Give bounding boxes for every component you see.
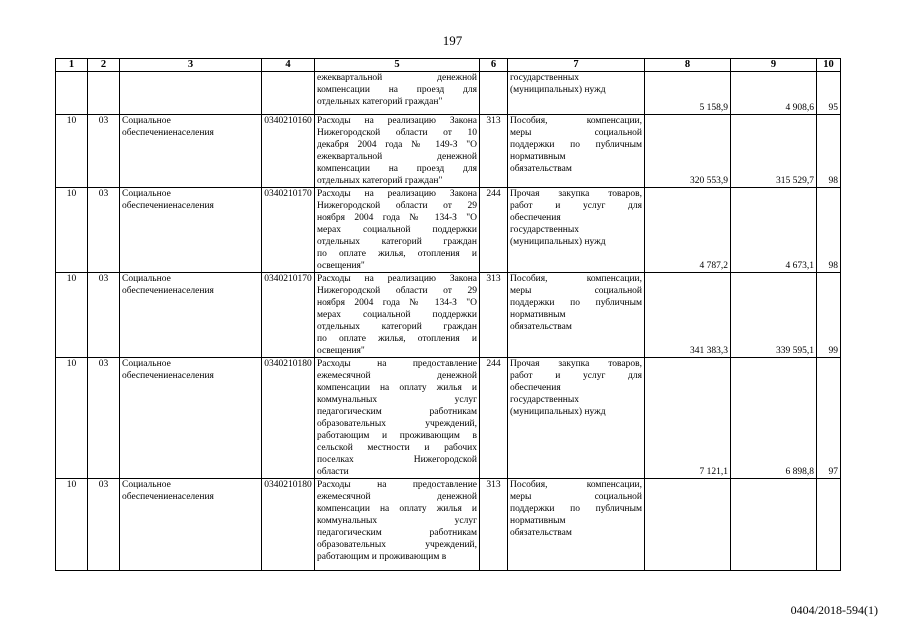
expense-description-line: Расходы на предоставление [317, 480, 477, 490]
expense-description-line: педагогическим работникам [317, 407, 477, 417]
expense-description-line: Нижегородской области от 29 [317, 201, 477, 211]
target-article-code-line: 0340210 [264, 189, 298, 199]
section-name [120, 358, 262, 479]
header-col-1: 1 [56, 59, 88, 72]
expense-description-line: Расходы на реализацию Закона [317, 116, 477, 126]
expense-type-name-line: работ и услуг для [510, 371, 642, 381]
target-article-code-line: 0340210 [264, 116, 298, 126]
header-col-7: 7 [508, 59, 645, 72]
header-col-8: 8 [645, 59, 731, 72]
execution-percent: 97 [817, 358, 841, 479]
expense-type-name-line: Пособия, компенсации, [510, 480, 642, 490]
expense-description-line: компенсации на проезд для [317, 164, 477, 174]
section-code [56, 72, 88, 115]
expense-type-name-line: Прочая закупка товаров, [510, 189, 642, 199]
header-row [56, 59, 841, 72]
expense-description-line: ежеквартальной денежной [317, 152, 477, 162]
header-col-5: 5 [315, 59, 480, 72]
expense-description-line: Нижегородской области от 10 [317, 128, 477, 138]
planned-amount [645, 479, 731, 571]
target-article-code [262, 479, 315, 571]
expense-description-line: Расходы на предоставление [317, 359, 477, 369]
section-name-line: Социальное обеспечение [122, 189, 173, 211]
header-col-3: 3 [120, 59, 262, 72]
expense-type-name-line: государственных [510, 73, 580, 83]
expense-type-name-line: обеспечения [510, 383, 561, 393]
target-article-code-line: 160 [297, 116, 312, 126]
expense-type-name-line: обязательствам [510, 322, 572, 332]
expense-description-line: освещения" [317, 346, 365, 356]
subsection-code: 03 [88, 358, 120, 479]
execution-percent: 98 [817, 115, 841, 188]
subsection-code: 03 [88, 115, 120, 188]
execution-percent [817, 479, 841, 571]
expense-type-name-line: меры социальной [510, 492, 642, 502]
expense-description-line: Расходы на реализацию Закона [317, 274, 477, 284]
target-article-code-line: 170 [297, 274, 312, 284]
expense-type-name-line: нормативным [510, 310, 566, 320]
header-col-2: 2 [88, 59, 120, 72]
expense-type-name [508, 188, 645, 273]
expense-description-line: по оплате жилья, отопления и [317, 249, 477, 259]
expense-description-line: образовательных учреждений, [317, 540, 477, 550]
expense-description [315, 358, 480, 479]
expense-type-code: 313 [480, 273, 508, 358]
actual-amount: 4 908,6 [731, 72, 817, 115]
expense-description-line: Нижегородской области от 29 [317, 286, 477, 296]
target-article-code-line: 0340210 [264, 480, 298, 490]
section-name [120, 479, 262, 571]
section-name-line: Социальное обеспечение [122, 116, 173, 138]
expense-type-name [508, 358, 645, 479]
expense-type-name-line: государственных [510, 395, 580, 405]
actual-amount: 4 673,1 [731, 188, 817, 273]
execution-percent: 95 [817, 72, 841, 115]
expense-type-name-line: Прочая закупка товаров, [510, 359, 642, 369]
expense-description-line: ноября 2004 года № 134-З "О [317, 298, 477, 308]
execution-percent: 98 [817, 188, 841, 273]
expense-description-line: коммунальных услуг [317, 395, 477, 405]
expense-description [315, 273, 480, 358]
expense-description-line: отдельных категорий граждан [317, 237, 477, 247]
target-article-code-line: 0340210 [264, 274, 298, 284]
expense-description [315, 188, 480, 273]
target-article-code-line: 170 [297, 189, 312, 199]
expense-type-name-line: (муниципальных) нужд [510, 85, 606, 95]
expense-description-line: компенсации на оплату жилья и [317, 504, 477, 514]
table-row [56, 188, 841, 273]
expense-description-line: коммунальных услуг [317, 516, 477, 526]
subsection-code: 03 [88, 273, 120, 358]
subsection-code [88, 72, 120, 115]
expense-type-code: 244 [480, 188, 508, 273]
table-row [56, 358, 841, 479]
expense-type-name-line: государственных [510, 225, 580, 235]
expense-description-line: декабря 2004 года № 149-З "О [317, 140, 477, 150]
expense-description-line: сельской местности и рабочих [317, 443, 477, 453]
expense-description-line: работающим и проживающим в [317, 552, 447, 562]
target-article-code [262, 358, 315, 479]
actual-amount: 6 898,8 [731, 358, 817, 479]
expense-type-code [480, 72, 508, 115]
table-row [56, 479, 841, 571]
expense-description [315, 115, 480, 188]
expense-type-name-line: Пособия, компенсации, [510, 274, 642, 284]
expense-description-line: отдельных категорий граждан" [317, 176, 443, 186]
section-name-line: Социальное обеспечение [122, 480, 173, 502]
section-code: 10 [56, 188, 88, 273]
section-code: 10 [56, 273, 88, 358]
expense-type-name-line: обязательствам [510, 164, 572, 174]
expense-type-name-line: меры социальной [510, 128, 642, 138]
section-name-line: населения [172, 492, 214, 502]
target-article-code-line: 0340210 [264, 359, 298, 369]
expense-description-line: компенсации на проезд для [317, 85, 477, 95]
section-name-line: населения [172, 371, 214, 381]
expense-description-line: ежеквартальной денежной [317, 73, 477, 83]
expense-description-line: отдельных категорий граждан [317, 322, 477, 332]
expense-description-line: компенсации на оплату жилья и [317, 383, 477, 393]
section-name [120, 72, 262, 115]
planned-amount: 341 383,3 [645, 273, 731, 358]
planned-amount: 320 553,9 [645, 115, 731, 188]
expense-description-line: ежемесячной денежной [317, 492, 477, 502]
actual-amount: 315 529,7 [731, 115, 817, 188]
subsection-code: 03 [88, 479, 120, 571]
document-code: 0404/2018-594(1) [790, 603, 878, 617]
expense-type-name-line: нормативным [510, 516, 566, 526]
target-article-code-line: 180 [297, 480, 312, 490]
page-number: 197 [442, 33, 463, 48]
table-row [56, 72, 841, 115]
expense-type-name-line: меры социальной [510, 286, 642, 296]
expense-description [315, 479, 480, 571]
table-row [56, 115, 841, 188]
expense-description-line: освещения" [317, 261, 365, 271]
target-article-code [262, 115, 315, 188]
section-name-line: Социальное обеспечение [122, 359, 173, 381]
section-name [120, 188, 262, 273]
section-code: 10 [56, 358, 88, 479]
expense-type-code: 313 [480, 479, 508, 571]
expense-type-name-line: нормативным [510, 152, 566, 162]
planned-amount: 5 158,9 [645, 72, 731, 115]
expense-description-line: поселках Нижегородской [317, 455, 477, 465]
actual-amount [731, 479, 817, 571]
target-article-code [262, 273, 315, 358]
table-row [56, 273, 841, 358]
section-name [120, 273, 262, 358]
expense-type-name-line: поддержки по публичным [510, 504, 642, 514]
target-article-code [262, 188, 315, 273]
section-code: 10 [56, 479, 88, 571]
expense-type-name [508, 115, 645, 188]
section-code: 10 [56, 115, 88, 188]
actual-amount: 339 595,1 [731, 273, 817, 358]
expense-description-line: образовательных учреждений, [317, 419, 477, 429]
expense-description-line: мерах социальной поддержки [317, 225, 477, 235]
expense-type-name-line: обязательствам [510, 528, 572, 538]
expense-type-code: 244 [480, 358, 508, 479]
expense-type-name [508, 479, 645, 571]
expense-description-line: педагогическим работникам [317, 528, 477, 538]
section-name-line: населения [172, 201, 214, 211]
budget-table [55, 58, 841, 571]
expense-type-name-line: Пособия, компенсации, [510, 116, 642, 126]
expense-description-line: мерах социальной поддержки [317, 310, 477, 320]
expense-description [315, 72, 480, 115]
header-col-4: 4 [262, 59, 315, 72]
expense-type-name-line: поддержки по публичным [510, 140, 642, 150]
header-col-9: 9 [731, 59, 817, 72]
expense-type-name [508, 273, 645, 358]
section-name-line: Социальное обеспечение [122, 274, 173, 296]
execution-percent: 99 [817, 273, 841, 358]
expense-type-name-line: поддержки по публичным [510, 298, 642, 308]
expense-description-line: по оплате жилья, отопления и [317, 334, 477, 344]
expense-description-line: ноября 2004 года № 134-З "О [317, 213, 477, 223]
header-col-6: 6 [480, 59, 508, 72]
section-name-line: населения [172, 128, 214, 138]
expense-type-name [508, 72, 645, 115]
planned-amount: 7 121,1 [645, 358, 731, 479]
expense-description-line: области [317, 467, 349, 477]
expense-description-line: ежемесячной денежной [317, 371, 477, 381]
expense-description-line: работающим и проживающим в [317, 431, 477, 441]
expense-type-code: 313 [480, 115, 508, 188]
expense-description-line: отдельных категорий граждан" [317, 97, 443, 107]
section-name [120, 115, 262, 188]
target-article-code-line: 180 [297, 359, 312, 369]
expense-type-name-line: обеспечения [510, 213, 561, 223]
expense-type-name-line: (муниципальных) нужд [510, 407, 606, 417]
table-body [56, 72, 841, 571]
planned-amount: 4 787,2 [645, 188, 731, 273]
expense-type-name-line: (муниципальных) нужд [510, 237, 606, 247]
expense-type-name-line: работ и услуг для [510, 201, 642, 211]
target-article-code [262, 72, 315, 115]
expense-description-line: Расходы на реализацию Закона [317, 189, 477, 199]
section-name-line: населения [172, 286, 214, 296]
header-col-10: 10 [817, 59, 841, 72]
subsection-code: 03 [88, 188, 120, 273]
